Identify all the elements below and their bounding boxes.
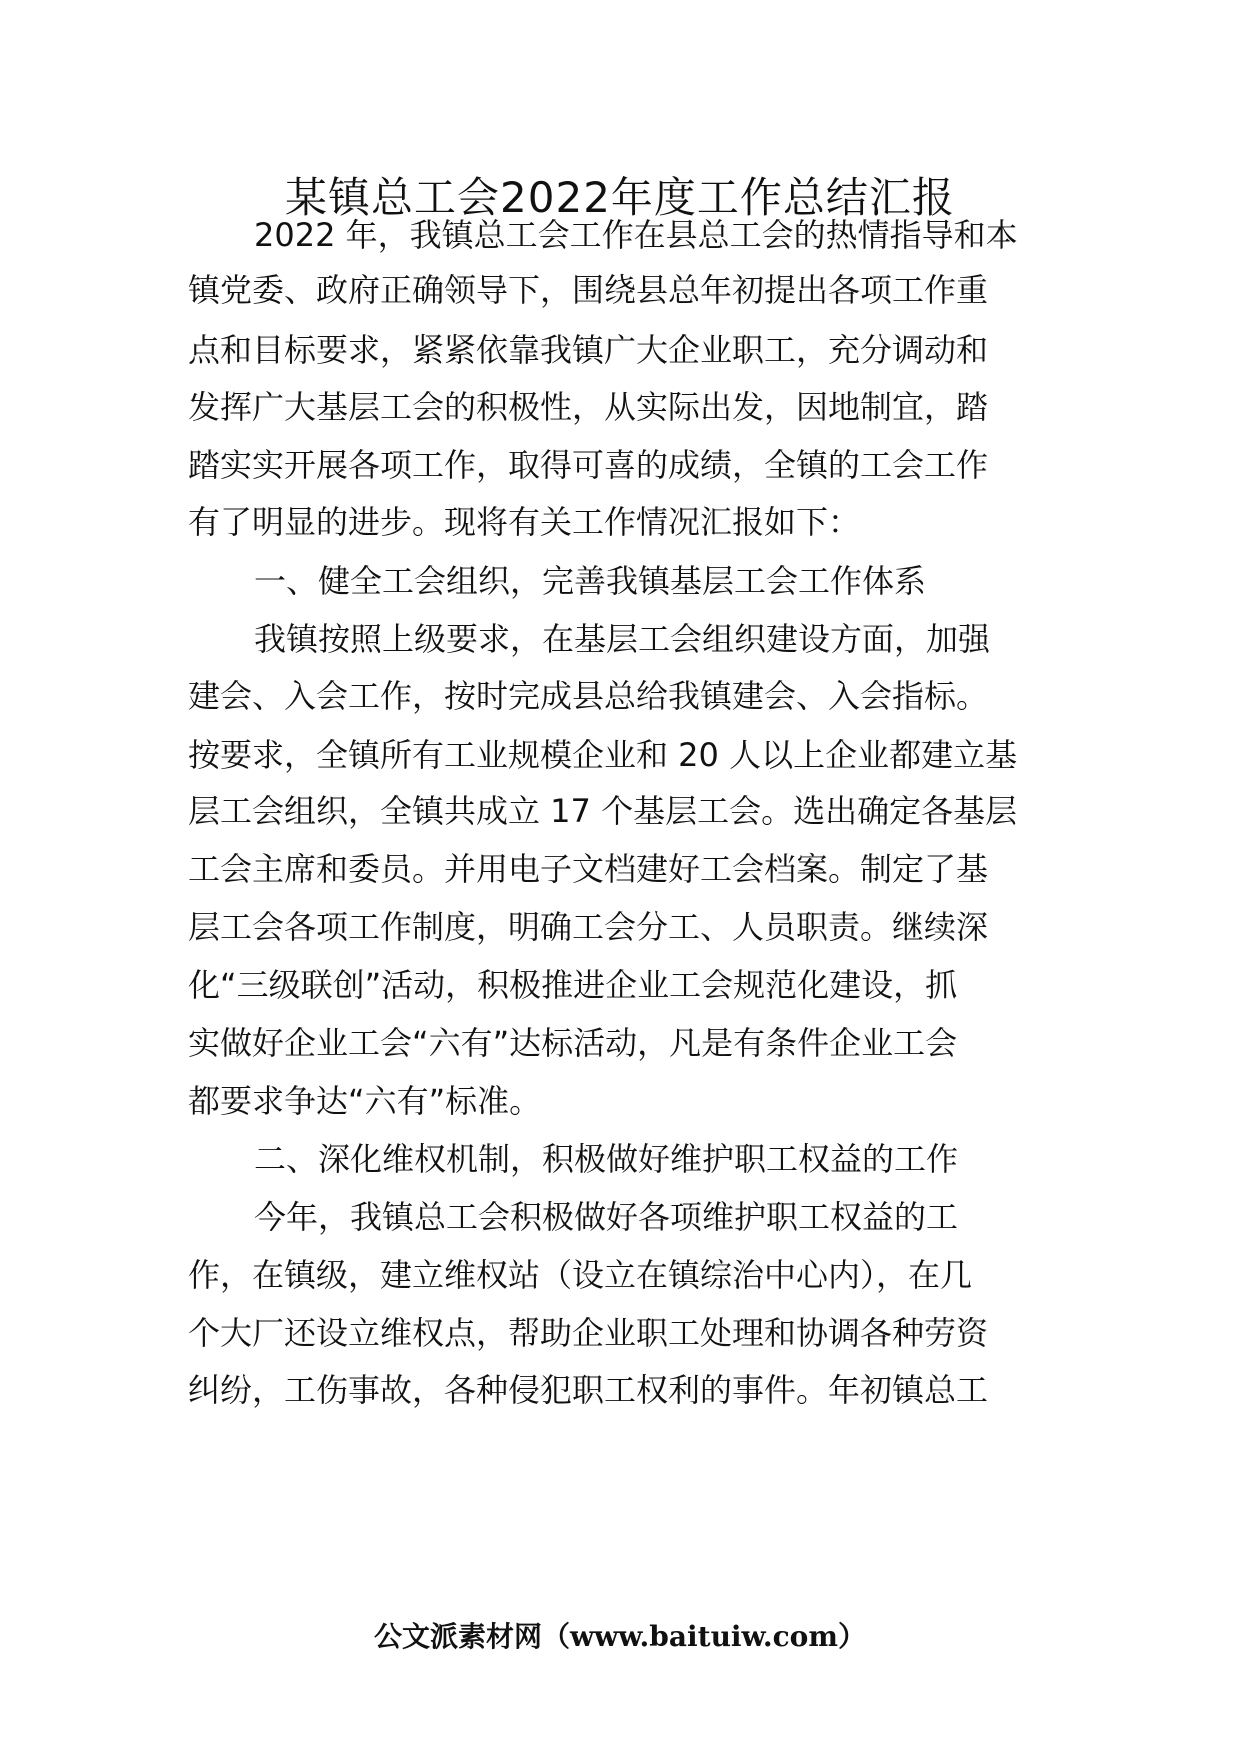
- paragraph-line: 化“三级联创”活动，积极推进企业工会规范化建设，抓: [188, 966, 958, 1004]
- paragraph-line: 镇党委、政府正确领导下，围绕县总年初提出各项工作重: [188, 271, 989, 309]
- paragraph-line: 踏实实开展各项工作，取得可喜的成绩，全镇的工会工作: [188, 446, 989, 484]
- paragraph-line: 建会、入会工作，按时完成县总给我镇建会、入会指标。: [188, 677, 989, 715]
- paragraph-line: 2022 年，我镇总工会工作在县总工会的热情指导和本: [254, 216, 1018, 254]
- document-title: 某镇总工会2022年度工作总结汇报: [285, 173, 955, 222]
- paragraph-line: 纠纷，工伤事故，各种侵犯职工权利的事件。年初镇总工: [188, 1371, 989, 1409]
- footer-watermark: 公文派素材网（www.baituiw.com）: [374, 1620, 866, 1653]
- paragraph-line: 工会主席和委员。并用电子文档建好工会档案。制定了基: [188, 850, 989, 888]
- paragraph-line: 层工会各项工作制度，明确工会分工、人员职责。继续深: [188, 908, 989, 946]
- paragraph-line: 我镇按照上级要求，在基层工会组织建设方面，加强: [254, 620, 991, 658]
- paragraph-line: 点和目标要求，紧紧依靠我镇广大企业职工，充分调动和: [188, 331, 989, 369]
- paragraph-line: 个大厂还设立维权点，帮助企业职工处理和协调各种劳资: [188, 1314, 989, 1352]
- paragraph-line: 都要求争达“六有”标准。: [188, 1082, 542, 1120]
- paragraph-line: 实做好企业工会“六有”达标活动，凡是有条件企业工会: [188, 1024, 958, 1062]
- paragraph-line: 层工会组织，全镇共成立 17 个基层工会。选出确定各基层: [188, 792, 1018, 830]
- section-heading-2: 二、深化维权机制，积极做好维护职工权益的工作: [254, 1140, 959, 1178]
- paragraph-line: 发挥广大基层工会的积极性，从实际出发，因地制宜，踏: [188, 388, 989, 426]
- paragraph-line: 作，在镇级，建立维权站（设立在镇综治中心内），在几: [188, 1256, 973, 1294]
- section-heading-1: 一、健全工会组织，完善我镇基层工会工作体系: [254, 562, 927, 600]
- paragraph-line: 有了明显的进步。现将有关工作情况汇报如下：: [188, 503, 861, 541]
- paragraph-line: 今年，我镇总工会积极做好各项维护职工权益的工: [254, 1198, 959, 1236]
- paragraph-line: 按要求，全镇所有工业规模企业和 20 人以上企业都建立基: [188, 736, 1018, 774]
